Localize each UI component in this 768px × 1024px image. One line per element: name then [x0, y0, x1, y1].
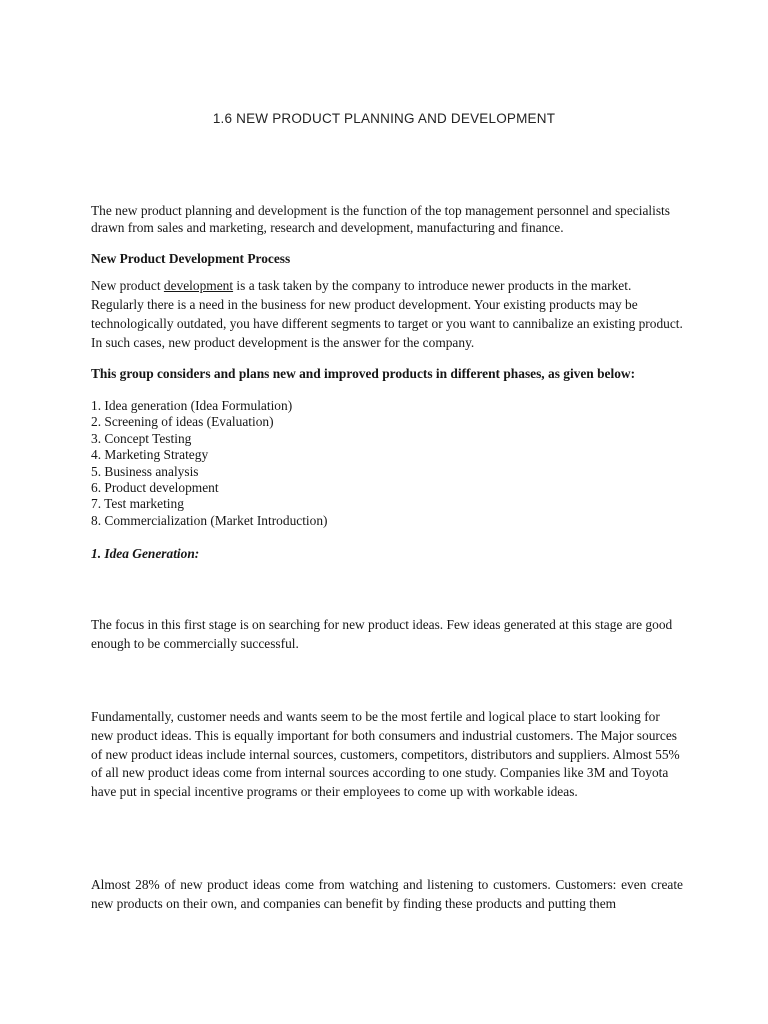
development-link[interactable]: development	[163, 278, 234, 293]
section-heading: New Product Development Process	[91, 251, 291, 266]
page-title: 1.6 NEW PRODUCT PLANNING AND DEVELOPMENT	[212, 111, 556, 126]
process-paragraph	[91, 276, 683, 352]
list-item: 6. Product development	[91, 480, 219, 496]
list-item: 7. Test marketing	[91, 496, 184, 512]
list-item: 2. Screening of ideas (Evaluation)	[91, 414, 274, 430]
phases-list	[91, 398, 651, 529]
process-paragraph-start: New product	[91, 278, 164, 293]
focus-paragraph: The focus in this first stage is on searching for new product ideas. Few ideas generated at this stage are good enough to be commercially successful.	[91, 617, 673, 651]
sources-paragraph: Fundamentally, customer needs and wants seem to be the most fertile and logical place to start looking for new product ideas. This is equally important for both consumers and industrial customers. The Major sources of new product ideas include internal sources, customers, competitors, distributors and suppliers. Almost 55% of all new product ideas come from internal sources according to one study. Companies like 3M and Toyota have put in special incentive programs or their employees to come up with workable ideas.	[91, 709, 680, 800]
list-item: 8. Commercialization (Market Introduction)	[91, 512, 328, 528]
intro-paragraph: The new product planning and development is the function of the top management personnel and specialists drawn from sales and marketing, research and development, manufacturing and finance.	[91, 203, 670, 235]
list-item: 5. Business analysis	[91, 463, 199, 479]
customers-paragraph: Almost 28% of new product ideas come from watching and listening to customers. Customers: even create new products on their own, and companies can benefit by finding these products and putting them	[91, 877, 683, 911]
phases-heading: This group considers and plans new and improved products in different phases, as given below:	[91, 366, 636, 381]
subsection-heading: 1. Idea Generation:	[91, 546, 200, 561]
process-paragraph-rest: is a task taken by the company to introduce newer products in the market. Regularly there is a need in the business for new product development. Your existing products may be technologically outdated, you have different segments to target or you want to cannibalize an existing product. In such cases, new product development is the answer for the company.	[91, 278, 683, 350]
list-item: 1. Idea generation (Idea Formulation)	[91, 398, 293, 413]
list-item: 4. Marketing Strategy	[91, 447, 209, 463]
list-item: 3. Concept Testing	[91, 430, 192, 446]
